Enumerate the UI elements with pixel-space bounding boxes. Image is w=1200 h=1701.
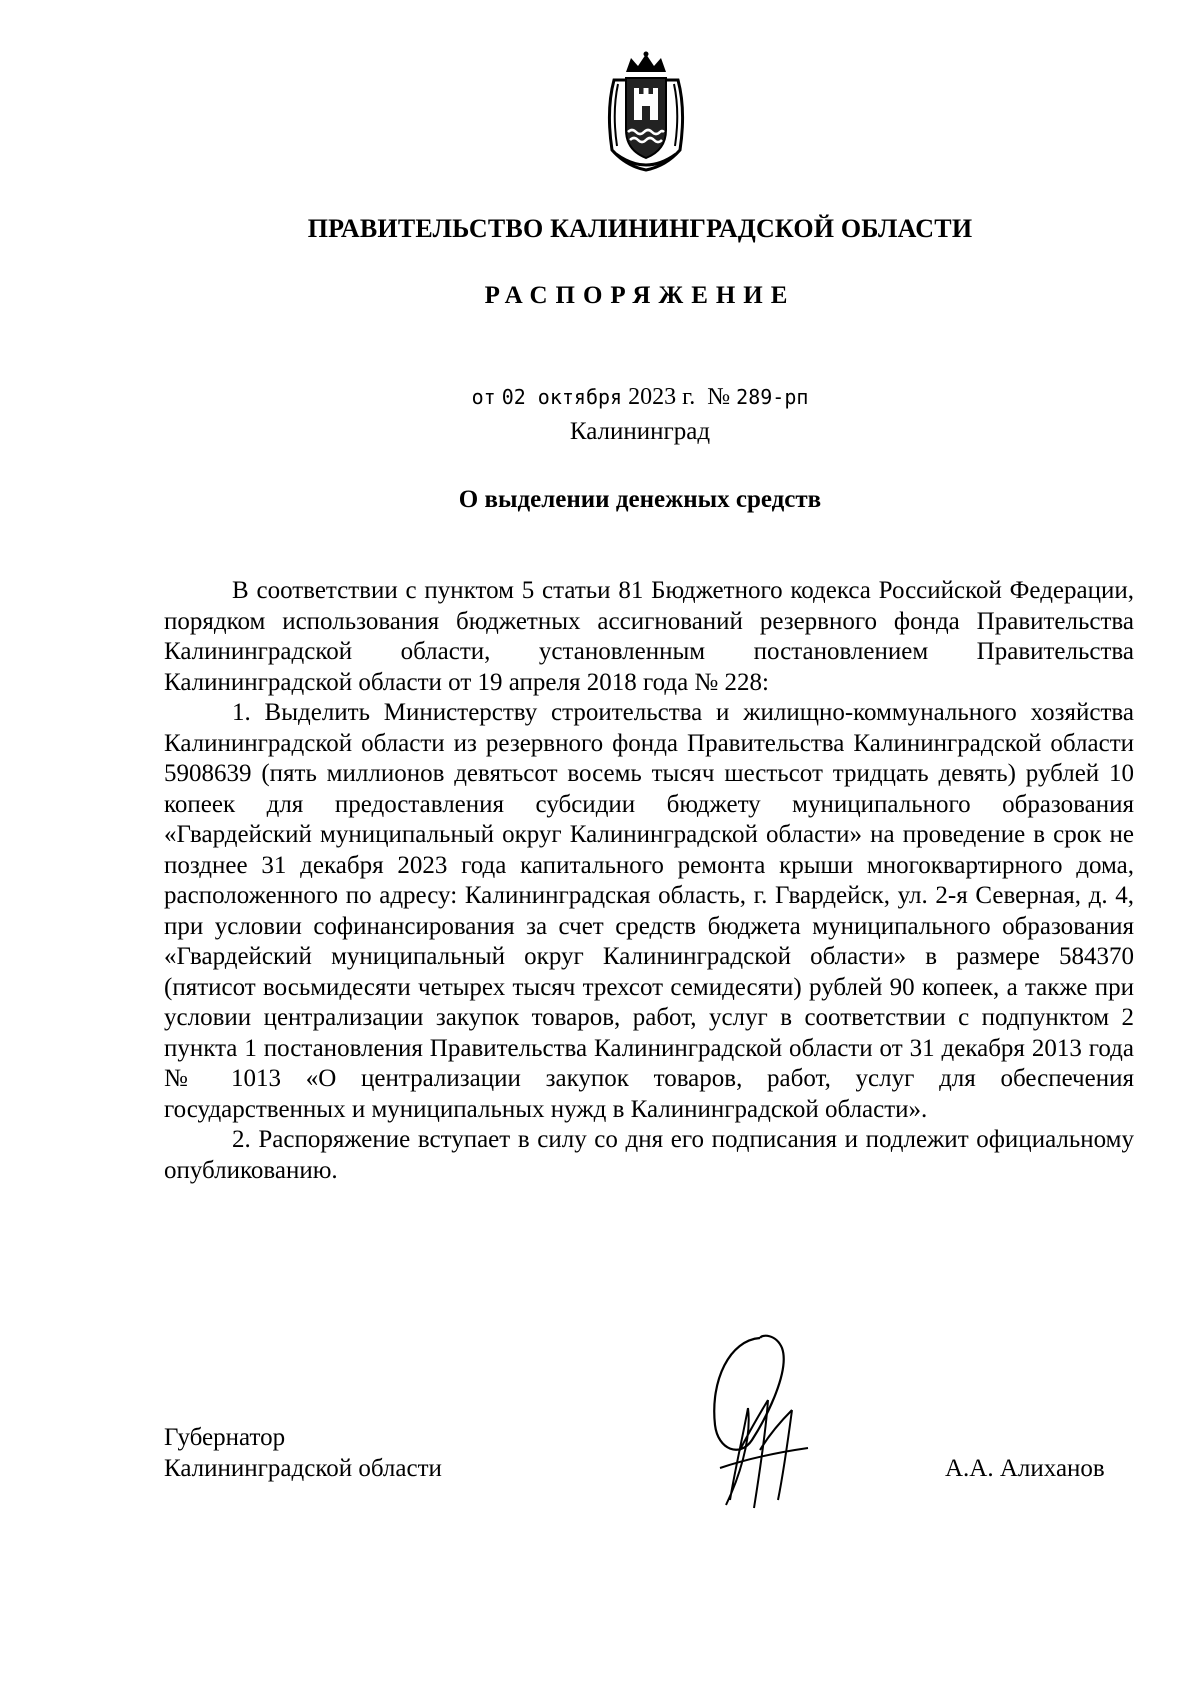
intro-paragraph: В соответствии с пунктом 5 статьи 81 Бюджетного кодекса Российской Федерации, порядком использования бюджетных ассигнований резервного фонда Правительства Калининградской области, установленным постановлением Правительства Калининградской области от 19 апреля 2018 года № 228: [164,577,1134,696]
date-number-line [0,384,1200,411]
signatory-title-line2: Калининградской области [164,1455,442,1482]
date-year: 2023 г. [628,384,696,410]
document-type: РАСПОРЯЖЕНИЕ [484,282,796,309]
signatory-title-line1: Губернатор [164,1424,286,1451]
number-label: № [707,384,731,410]
document-number: 289-рп [736,385,809,409]
signatory-title [164,1422,442,1484]
coat-of-arms-emblem [596,50,696,175]
item-2-paragraph: 2. Распоряжение вступает в силу со дня его подписания и подлежит официальному опубликованию. [164,1126,1134,1184]
date-handwritten: 02 октября [501,385,623,409]
handwritten-signature [690,1330,820,1520]
date-prefix: от [471,385,496,409]
document-body [164,576,1134,1186]
organization-title: ПРАВИТЕЛЬСТВО КАЛИНИНГРАДСКОЙ ОБЛАСТИ [307,214,973,243]
city: Калининград [569,418,711,445]
signatory-name: А.А. Алиханов [945,1455,1105,1482]
document-subject: О выделении денежных средств [458,486,822,513]
item-1-paragraph: 1. Выделить Министерству строительства и жилищно-коммунального хозяйства Калининградской области из резервного фонда Правительства Калининградской области 5908639 (пять миллионов девятьсот восемь тысяч шестьсот тридцать девять) рублей 10 копеек для предоставления субсидии бюджету муниципального образования «Гвардейский муниципальный округ Калининградской области» на проведение в срок не позднее 31 декабря 2023 года капитального ремонта крыши многоквартирного дома, расположенного по адресу: Калининградская область, г. Гвардейск, ул. 2-я Северная, д. 4, при условии софинансирования за счет средств бюджета муниципального образования «Гвардейский муниципальный округ Калининградской области» в размере 584370 (пятисот восьмидесяти четырех тысяч трехсот семидесяти) рублей 90 копеек, а также при условии централизации закупок товаров, работ, услуг в соответствии с подпунктом 2 пункта 1 постановления Правительства Калининградской области от 31 декабря 2013 года № 1013 «О централизации закупок товаров, работ, услуг для обеспечения государственных и муниципальных нужд в Калининградской области». [164,699,1134,1123]
